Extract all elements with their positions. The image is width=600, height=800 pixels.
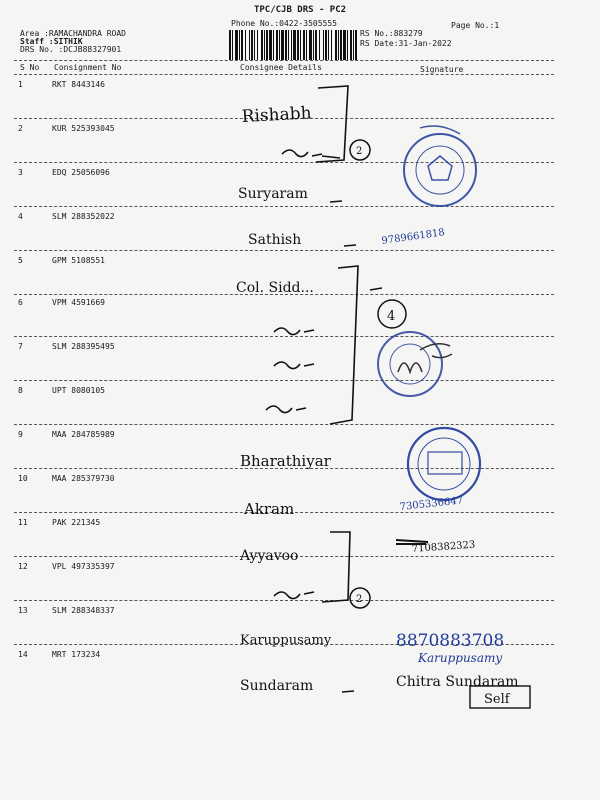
hand-name-3: Sathish <box>248 232 302 248</box>
row-consignment-no: SLM 288348337 <box>52 606 115 615</box>
row-consignment-no: GPM 5108551 <box>52 256 105 265</box>
row-consignment-no: SLM 288395495 <box>52 342 115 351</box>
col-consignment: Consignment No <box>54 63 122 72</box>
row-consignment-no: PAK 221345 <box>52 518 101 527</box>
row-sno: 12 <box>18 562 28 571</box>
company-stamp-3 <box>408 428 480 500</box>
row-sno: 13 <box>18 606 28 615</box>
row-sno: 6 <box>18 298 23 307</box>
signature-phone-d: 8870883708 <box>396 631 505 651</box>
row-consignment-no: SLM 288352022 <box>52 212 115 221</box>
hand-name-5: Bharathiyar <box>240 452 331 470</box>
sheet-title: TPC/CJB DRS - PC2 <box>253 5 347 15</box>
rs-number: RS No.:883279 <box>360 29 423 38</box>
company-stamp-2 <box>378 332 452 396</box>
staff-label: Staff :SITHIK <box>20 37 83 46</box>
hand-name-7: Ayyavoo <box>240 548 299 564</box>
drs-number: DRS No. :DCJB88327901 <box>20 45 122 54</box>
row-sno: 1 <box>18 80 23 89</box>
col-sno: S No <box>20 63 40 72</box>
hand-name-6: Akram <box>244 500 295 518</box>
circle-number-2: 4 <box>387 309 396 324</box>
row-sno: 7 <box>18 342 23 351</box>
row-sno: 10 <box>18 474 28 483</box>
row-consignment-no: VPM 4591669 <box>52 298 105 307</box>
signature-karu: Karuppusamy <box>418 651 503 665</box>
hand-name-9: Sundaram <box>240 678 314 694</box>
col-signature: Signature <box>420 65 464 74</box>
row-sno: 5 <box>18 256 23 265</box>
row-consignment-no: MAA 285379730 <box>52 474 115 483</box>
hand-name-2: Suryaram <box>238 186 308 202</box>
row-sno: 4 <box>18 212 23 221</box>
row-consignment-no: RKT 8443146 <box>52 80 105 89</box>
signature-chitra: Chitra Sundaram <box>396 674 519 690</box>
circle-number-3: 2 <box>356 594 363 605</box>
row-sno: 2 <box>18 124 23 133</box>
signature-phone-c: 7108382323 <box>411 539 476 555</box>
bracket-2 <box>330 266 358 424</box>
signature-phone-a: 9789661818 <box>380 227 446 247</box>
row-consignment-no: EDQ 25056096 <box>52 168 110 177</box>
bracket-1 <box>316 86 348 162</box>
area-label: Area :RAMACHANDRA ROAD <box>20 29 126 38</box>
hand-name-4: Col. Sidd... <box>236 280 314 296</box>
circle-number-1: 2 <box>356 146 363 157</box>
signature-phone-b: 7305336647 <box>399 495 464 513</box>
row-consignment-no: MRT 173234 <box>52 650 101 659</box>
row-sno: 11 <box>18 518 28 527</box>
row-consignment-no: UPT 8080105 <box>52 386 105 395</box>
row-consignment-no: KUR 525393045 <box>52 124 115 133</box>
row-sno: 14 <box>18 650 28 659</box>
phone-number: Phone No.:0422-3505555 <box>231 19 337 28</box>
col-consignee: Consignee Details <box>240 63 322 72</box>
row-consignment-no: VPL 497335397 <box>52 562 115 571</box>
hand-name-8: Karuppusamy <box>240 633 332 648</box>
rs-date: RS Date:31-Jan-2022 <box>360 39 452 48</box>
hand-name-1: Rishabh <box>241 103 313 127</box>
signature-self: Self <box>484 692 510 707</box>
row-consignment-no: MAA 284785989 <box>52 430 115 439</box>
company-stamp-1 <box>404 126 476 206</box>
bracket-3 <box>322 532 350 602</box>
row-sno: 8 <box>18 386 23 395</box>
page-number: Page No.:1 <box>451 21 500 30</box>
row-sno: 9 <box>18 430 23 439</box>
row-sno: 3 <box>18 168 23 177</box>
